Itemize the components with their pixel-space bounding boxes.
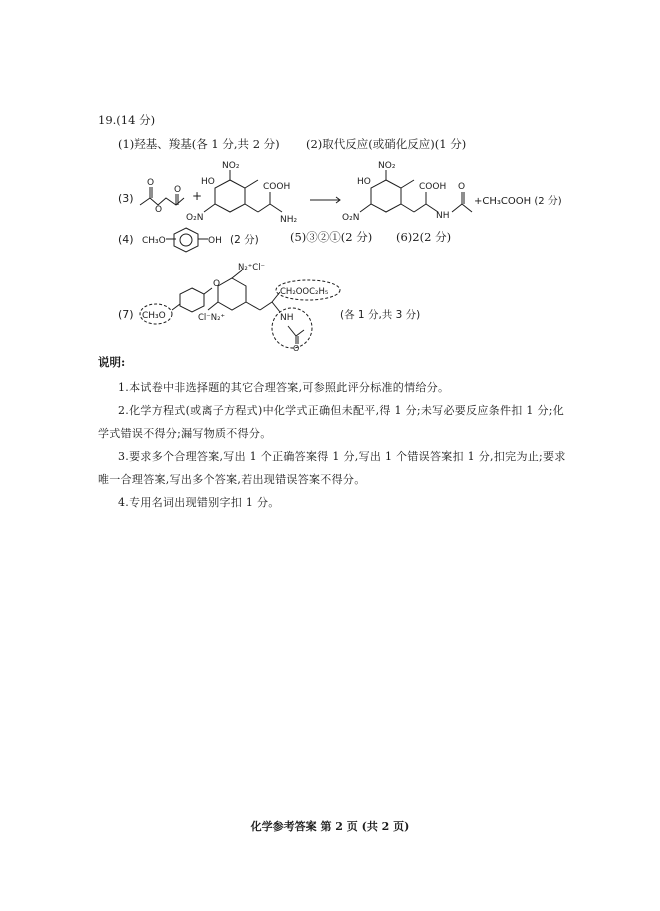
product-nh: NH bbox=[436, 211, 450, 221]
note-4: 4.专用名词出现错别字扣 1 分。 bbox=[118, 496, 280, 509]
diazonium-bottom: Cl⁻N₂⁺ bbox=[198, 313, 226, 323]
answer-7-structure bbox=[100, 256, 460, 352]
answer-4-structure bbox=[100, 224, 300, 258]
hydroxyl-label: OH bbox=[208, 236, 222, 246]
product-no2-bottom: O₂N bbox=[342, 213, 360, 223]
reactant-cooh: COOH bbox=[263, 182, 291, 192]
reactant-no2-top: NO₂ bbox=[222, 161, 240, 171]
answer-4-score: (2 分) bbox=[230, 234, 259, 246]
ester-group: CH₂OOC₂H₅ bbox=[280, 287, 329, 297]
methoxy-label: CH₃O bbox=[142, 236, 166, 246]
reaction-arrow bbox=[310, 197, 340, 203]
product-ring bbox=[360, 170, 472, 212]
note-1: 1.本试卷中非选择题的其它合理答案,可参照此评分标准的情给分。 bbox=[118, 381, 450, 394]
question-header: 19.(14 分) bbox=[98, 113, 156, 127]
product-oh: HO bbox=[357, 177, 371, 187]
methoxy-7: CH₃O bbox=[142, 311, 166, 321]
product-carbonyl-o: O bbox=[458, 182, 466, 192]
reactant-nh2: NH₂ bbox=[280, 215, 298, 225]
svg-text:O: O bbox=[155, 205, 163, 215]
byproduct: +CH₃COOH (2 分) bbox=[474, 196, 562, 207]
answer-2: (2)取代反应(或硝化反应)(1 分) bbox=[306, 137, 467, 151]
note-3: 3.要求多个合理答案,写出 1 个正确答案得 1 分,写出 1 个错误答案扣 1 分,扣完为止;要求唯一合理答案,写出多个答案,若出现错误答案不得分。 bbox=[98, 450, 566, 486]
product-cooh: COOH bbox=[419, 182, 447, 192]
amide-oxygen: O bbox=[293, 344, 300, 352]
answer-1: (1)羟基、羧基(各 1 分,共 2 分) bbox=[118, 137, 280, 151]
reaction-number: (3) bbox=[118, 192, 134, 205]
answer-4-number: (4) bbox=[118, 233, 134, 246]
product-no2-top: NO₂ bbox=[378, 161, 396, 171]
reaction-equation bbox=[100, 160, 580, 230]
answer-5: (5)③②①(2 分) bbox=[290, 230, 373, 244]
note-2: 2.化学方程式(或离子方程式)中化学式正确但未配平,得 1 分;未写必要反应条件扣 1 分;化学式错误不得分;漏写物质不得分。 bbox=[98, 404, 565, 440]
reactant-no2-bottom: O₂N bbox=[186, 213, 204, 223]
answer-6: (6)2(2 分) bbox=[396, 230, 452, 244]
svg-text:O: O bbox=[147, 178, 155, 188]
answer-7-score: (各 1 分,共 3 分) bbox=[340, 309, 421, 321]
page-footer: 化学参考答案 第 2 页 (共 2 页) bbox=[250, 820, 410, 833]
notes-title: 说明: bbox=[98, 355, 126, 369]
answer-7-number: (7) bbox=[118, 308, 134, 321]
diazonium-top: N₂⁺Cl⁻ bbox=[238, 263, 266, 273]
amide-nh: NH bbox=[280, 313, 294, 323]
reactant-oh: HO bbox=[201, 177, 215, 187]
plus-sign: + bbox=[192, 189, 203, 203]
ether-oxygen: O bbox=[213, 279, 221, 289]
svg-text:O: O bbox=[174, 185, 182, 195]
